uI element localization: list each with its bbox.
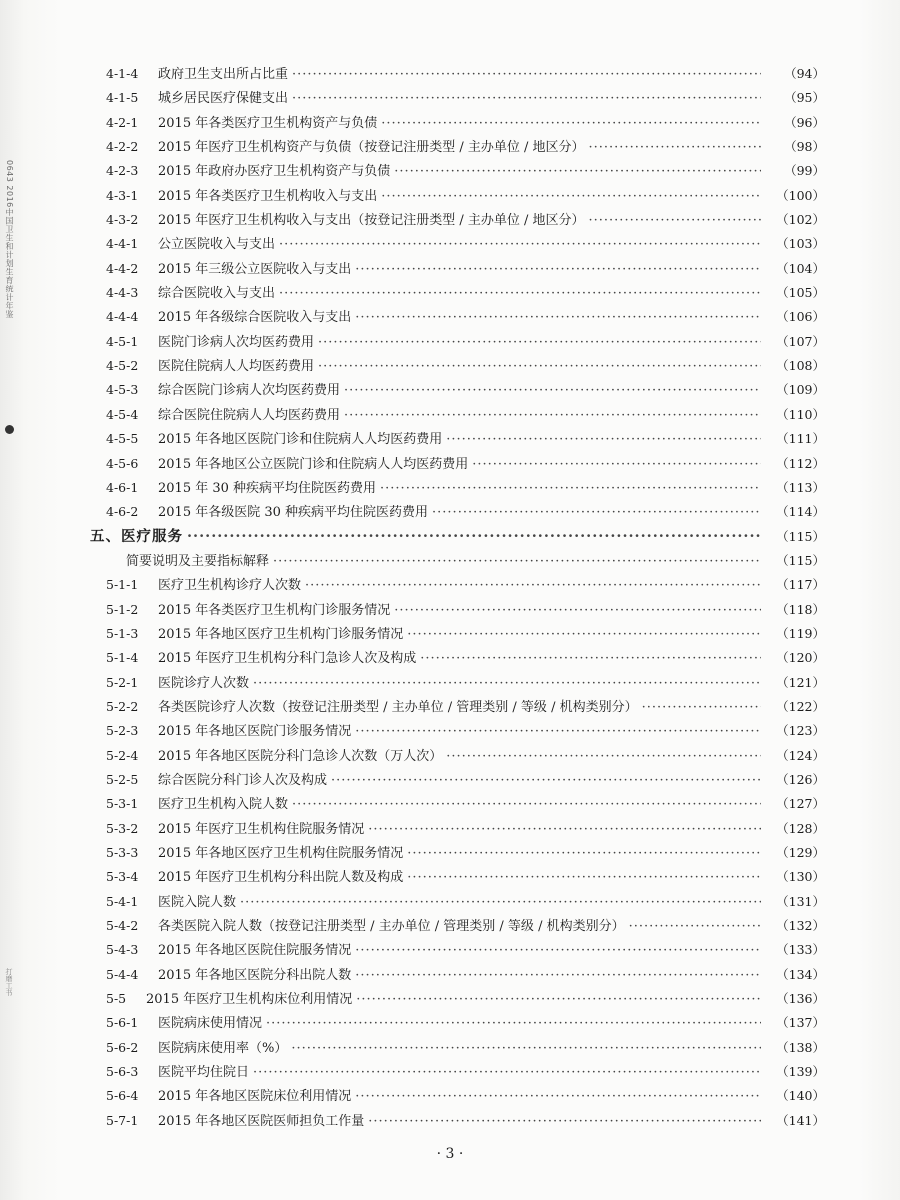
toc-entry[interactable] [90,476,825,500]
toc-entry-title: 2015 年各地区医疗卫生机构门诊服务情况 [158,626,404,642]
toc-entry-code: 4-5-4 [106,406,139,422]
leader-dots [291,1037,761,1061]
toc-entry[interactable] [90,1084,825,1108]
toc-entry-title: 城乡居民医疗保健支出 [158,91,289,107]
toc-entry-title: 2015 年医疗卫生机构分科门急诊人次及构成 [158,651,417,667]
toc-entry-page: （95） [784,90,825,106]
leader-dots [355,939,761,963]
toc-entry[interactable] [90,500,825,524]
leader-dots [240,891,761,915]
toc-entry-code: 5-4-4 [106,966,139,982]
toc-entry[interactable] [90,111,825,135]
leader-dots [253,672,761,696]
toc-entry-page: （110） [776,406,825,422]
toc-entry-page: （106） [776,309,825,325]
toc-entry-title: 综合医院住院病人人均医药费用 [158,407,341,423]
toc-entry-code: 5-2-2 [106,698,139,714]
leader-dots [394,599,761,623]
toc-entry-page: （139） [776,1064,825,1080]
toc-entry-page: （115） [776,528,825,544]
toc-entry[interactable] [90,184,825,208]
toc-entry[interactable] [90,62,825,86]
toc-entry-title: 2015 年 30 种疾病平均住院医药费用 [158,480,377,496]
toc-entry-page: （108） [776,358,825,374]
toc-entry-code: 4-5-2 [106,358,139,374]
toc-entry-page: （103） [776,236,825,252]
leader-dots [187,525,761,549]
leader-dots [344,404,761,428]
leader-dots [266,1012,761,1036]
toc-entry-title: 2015 年各类医疗卫生机构资产与负债 [158,115,378,131]
leader-dots [292,793,761,817]
toc-entry-page: （104） [776,260,825,276]
toc-entry-title: 2015 年各地区医院门诊和住院病人人均医药费用 [158,432,443,448]
leader-dots [407,866,761,890]
leader-dots [368,818,761,842]
toc-entry[interactable] [90,135,825,159]
leader-dots [381,185,761,209]
leader-dots [318,355,761,379]
leader-dots [407,623,761,647]
leader-dots [446,745,761,769]
toc-entry-title: 2015 年各地区医院住院服务情况 [158,943,352,959]
leader-dots [305,574,761,598]
toc-entry-code: 4-2-1 [106,114,139,130]
toc-entry-code: 4-1-5 [106,90,139,106]
toc-entry-code: 4-3-1 [106,187,139,203]
leader-dots [355,964,761,988]
toc-entry[interactable] [90,1060,825,1084]
toc-entry-code: 4-5-1 [106,333,139,349]
toc-entry-page: （132） [776,918,825,934]
toc-entry-page: （121） [776,674,825,690]
toc-entry[interactable] [90,719,825,743]
toc-entry-title: 2015 年三级公立医院收入与支出 [158,261,352,277]
toc-entry-title: 2015 年各地区医院分科门急诊人次数（万人次） [158,748,443,764]
leader-dots [355,258,761,282]
toc-entry-page: （118） [776,601,825,617]
toc-entry-title: 2015 年政府办医疗卫生机构资产与负债 [158,164,391,180]
leader-dots [381,112,761,136]
toc-entry-title: 医院门诊病人次均医药费用 [158,334,315,350]
toc-entry[interactable] [90,330,825,354]
toc-entry-page: （94） [784,66,825,81]
leader-dots [331,769,761,793]
toc-entry[interactable] [90,841,825,865]
toc-entry-code: 5-4-2 [106,918,139,934]
toc-entry-page: （107） [776,333,825,349]
toc-entry[interactable] [90,695,825,719]
toc-entry-code: 5-4-1 [106,893,139,909]
toc-entry-code: 5-2-5 [106,771,139,787]
toc-entry-title: 医院病床使用率（%） [158,1040,288,1056]
leader-dots [318,331,761,355]
toc-entry-title: 医院住院病人人均医药费用 [158,359,315,375]
toc-entry[interactable] [90,86,825,110]
leader-dots [355,306,761,330]
leader-dots [629,915,761,939]
toc-entry[interactable] [90,159,825,183]
toc-entry-code: 5-2-4 [106,747,139,763]
toc-entry-title: 2015 年各地区医院床位利用情况 [158,1089,352,1105]
toc-entry[interactable] [90,354,825,378]
toc-entry-code: 5-6-1 [106,1015,139,1031]
toc-entry-title: 2015 年各地区医疗卫生机构住院服务情况 [158,846,404,861]
leader-dots [292,63,761,87]
toc-entry-page: （134） [776,966,825,982]
toc-entry-code: 4-2-2 [106,139,139,155]
leader-dots [407,842,761,866]
toc-entry-title: 2015 年各地区医院分科出院人数 [158,967,352,983]
leader-dots [446,428,761,452]
toc-entry-page: （117） [776,577,825,593]
toc-entry[interactable] [90,646,825,670]
toc-entry-code: 4-6-2 [106,504,139,520]
toc-entry-page: （123） [776,723,825,739]
toc-entry-page: （126） [776,771,825,787]
toc-entry-code: 5-1-2 [106,601,139,617]
toc-entry-title: 医院入院人数 [158,894,237,910]
toc-entry-title: 医院诊疗人次数 [158,675,250,691]
toc-entry[interactable] [90,963,825,987]
toc-entry[interactable] [90,281,825,305]
toc-entry-page: （127） [776,796,825,812]
spine-dot-icon [5,425,14,434]
toc-entry[interactable] [90,744,825,768]
leader-dots [253,1061,761,1085]
leader-dots [355,720,761,744]
toc-entry-title: 简要说明及主要指标解释 [126,553,270,569]
toc-entry[interactable] [90,987,825,1011]
toc-entry[interactable] [90,1036,825,1060]
page-number: · 3 · [436,1146,464,1162]
toc-entry-page: （99） [784,163,825,179]
toc-entry-page: （129） [776,845,825,860]
toc-entry[interactable] [90,232,825,256]
toc-entry-code: 5-6-3 [106,1064,139,1080]
leader-dots [355,1085,761,1109]
toc-entry-title: 2015 年各地区医院医师担负工作量 [158,1113,365,1129]
toc-entry-code: 5-4-3 [106,942,139,958]
leader-dots [344,379,761,403]
toc-entry-code: 5-1-3 [106,625,139,641]
toc-entry-code: 5-2-1 [106,674,139,690]
toc-entry-page: （98） [784,139,825,155]
toc-entry[interactable] [90,208,825,232]
toc-entry-title: 2015 年医疗卫生机构收入与支出（按登记注册类型 / 主办单位 / 地区分） [158,213,585,229]
toc-entry-page: （112） [776,455,825,471]
leader-dots [432,501,761,525]
toc-entry-page: （114） [776,504,825,520]
toc-entry-title: 公立医院收入与支出 [158,237,276,253]
toc-entry-title: 2015 年医疗卫生机构床位利用情况 [146,992,353,1008]
toc-entry-code: 4-1-4 [106,66,139,81]
toc-entry-code: 4-4-2 [106,260,139,276]
toc-entry-code: 4-3-2 [106,212,139,228]
toc-entry-title: 医院平均住院日 [158,1065,250,1081]
toc-entry-page: （111） [776,431,825,447]
toc-entry-code: 4-4-4 [106,309,139,325]
toc-entry-title: 2015 年医疗卫生机构住院服务情况 [158,821,365,837]
toc-entry-page: （131） [776,893,825,909]
toc-entry-code: 4-6-1 [106,479,139,495]
leader-dots [273,550,761,574]
toc-entry-code: 4-5-5 [106,431,139,447]
toc-entry[interactable] [90,1011,825,1035]
toc-entry-title: 综合医院门诊病人次均医药费用 [158,383,341,399]
toc-entry-code: 5-5 [106,991,127,1007]
section-title: 五、医疗服务 [90,527,183,545]
toc-entry-page: （122） [776,698,825,714]
toc-entry-code: 5-6-2 [106,1039,139,1055]
toc-entry[interactable] [90,792,825,816]
toc-entry-title: 医疗卫生机构入院人数 [158,797,289,813]
toc-entry-code: 5-3-4 [106,869,139,885]
leader-dots [420,647,761,671]
toc-entry[interactable] [90,890,825,914]
toc-entry-title: 医院病床使用情况 [158,1016,263,1032]
toc-entry-page: （136） [776,991,825,1007]
toc-entry[interactable] [90,403,825,427]
toc-entry[interactable] [90,305,825,329]
toc-entry[interactable] [90,378,825,402]
leader-dots [589,136,761,160]
leader-dots [380,477,761,501]
toc-entry-page: （124） [776,747,825,763]
toc-entry-title: 2015 年各级医院 30 种疾病平均住院医药费用 [158,505,429,521]
toc-entry-page: （140） [776,1088,825,1104]
toc-entry-page: （100） [776,187,825,203]
toc-entry-code: 5-3-1 [106,796,139,812]
toc-entry-code: 5-6-4 [106,1088,139,1104]
toc-entry-page: （128） [776,820,825,836]
toc-entry-title: 2015 年各地区公立医院门诊和住院病人人均医药费用 [158,456,469,472]
toc-entry-code: 5-1-4 [106,650,139,666]
toc-entry-code: 4-2-3 [106,163,139,179]
leader-dots [292,87,761,111]
section-heading[interactable] [90,525,825,549]
toc-entry[interactable] [90,865,825,889]
toc-entry-title: 医疗卫生机构诊疗人次数 [158,578,302,594]
toc-entry-page: （113） [776,479,825,495]
leader-dots [279,233,761,257]
spine-mark: 打磨工书 [5,968,13,996]
leader-dots [642,696,761,720]
toc-entry-page: （119） [776,625,825,641]
toc-entry-title: 2015 年各地区医院门诊服务情况 [158,724,352,740]
toc-entry[interactable] [90,549,825,573]
toc-entry-title: 综合医院分科门诊人次及构成 [158,772,328,788]
toc-entry-code: 5-2-3 [106,723,139,739]
toc-entry[interactable] [90,671,825,695]
toc-entry-code: 5-7-1 [106,1112,139,1128]
toc-entry-page: （133） [776,942,825,958]
toc-entry-code: 5-3-2 [106,820,139,836]
toc-entry-title: 2015 年各级综合医院收入与支出 [158,310,352,326]
toc-entry-page: （141） [776,1112,825,1128]
toc-entry-code: 4-5-6 [106,455,139,471]
toc-entry-code: 4-5-3 [106,382,139,398]
toc-entry[interactable] [90,1109,825,1133]
toc-entry[interactable] [90,452,825,476]
spine-title: 0643 2016中国卫生和计划生育统计年鉴 [5,160,14,319]
toc-entry-title: 综合医院收入与支出 [158,286,276,302]
toc-entry-code: 4-4-1 [106,236,139,252]
toc-entry[interactable] [90,622,825,646]
toc-entry-title: 政府卫生支出所占比重 [158,67,289,82]
toc-entry[interactable] [90,914,825,938]
toc-entry[interactable] [90,817,825,841]
toc-entry-title: 各类医院诊疗人次数（按登记注册类型 / 主办单位 / 管理类别 / 等级 / 机构类别分） [158,699,638,715]
toc-entry-page: （96） [784,114,825,130]
leader-dots [356,988,761,1012]
toc-entry-title: 2015 年医疗卫生机构分科出院人数及构成 [158,870,404,886]
leader-dots [394,160,761,184]
toc-entry-title: 各类医院入院人数（按登记注册类型 / 主办单位 / 管理类别 / 等级 / 机构类别分） [158,919,625,935]
toc-entry-title: 2015 年医疗卫生机构资产与负债（按登记注册类型 / 主办单位 / 地区分） [158,140,585,156]
toc-entry-page: （120） [776,650,825,666]
toc-entry-page: （115） [776,552,825,568]
toc-entry[interactable] [90,938,825,962]
toc-entry-code: 4-4-3 [106,285,139,301]
toc-entry-page: （130） [776,869,825,885]
leader-dots [589,209,761,233]
leader-dots [472,453,761,477]
leader-dots [279,282,761,306]
toc-entry-page: （109） [776,382,825,398]
toc-entry[interactable] [90,573,825,597]
toc-entry[interactable] [90,598,825,622]
toc-entry[interactable] [90,768,825,792]
toc-entry-code: 5-1-1 [106,577,139,593]
toc-entry-title: 2015 年各类医疗卫生机构门诊服务情况 [158,602,391,618]
toc-entry[interactable] [90,427,825,451]
toc-entry-page: （102） [776,212,825,228]
toc-entry-page: （137） [776,1015,825,1031]
toc-entry-page: （105） [776,285,825,301]
table-of-contents [90,62,825,1133]
leader-dots [368,1110,761,1134]
toc-entry-page: （138） [776,1039,825,1055]
toc-entry[interactable] [90,257,825,281]
toc-entry-title: 2015 年各类医疗卫生机构收入与支出 [158,188,378,204]
toc-entry-code: 5-3-3 [106,845,139,860]
